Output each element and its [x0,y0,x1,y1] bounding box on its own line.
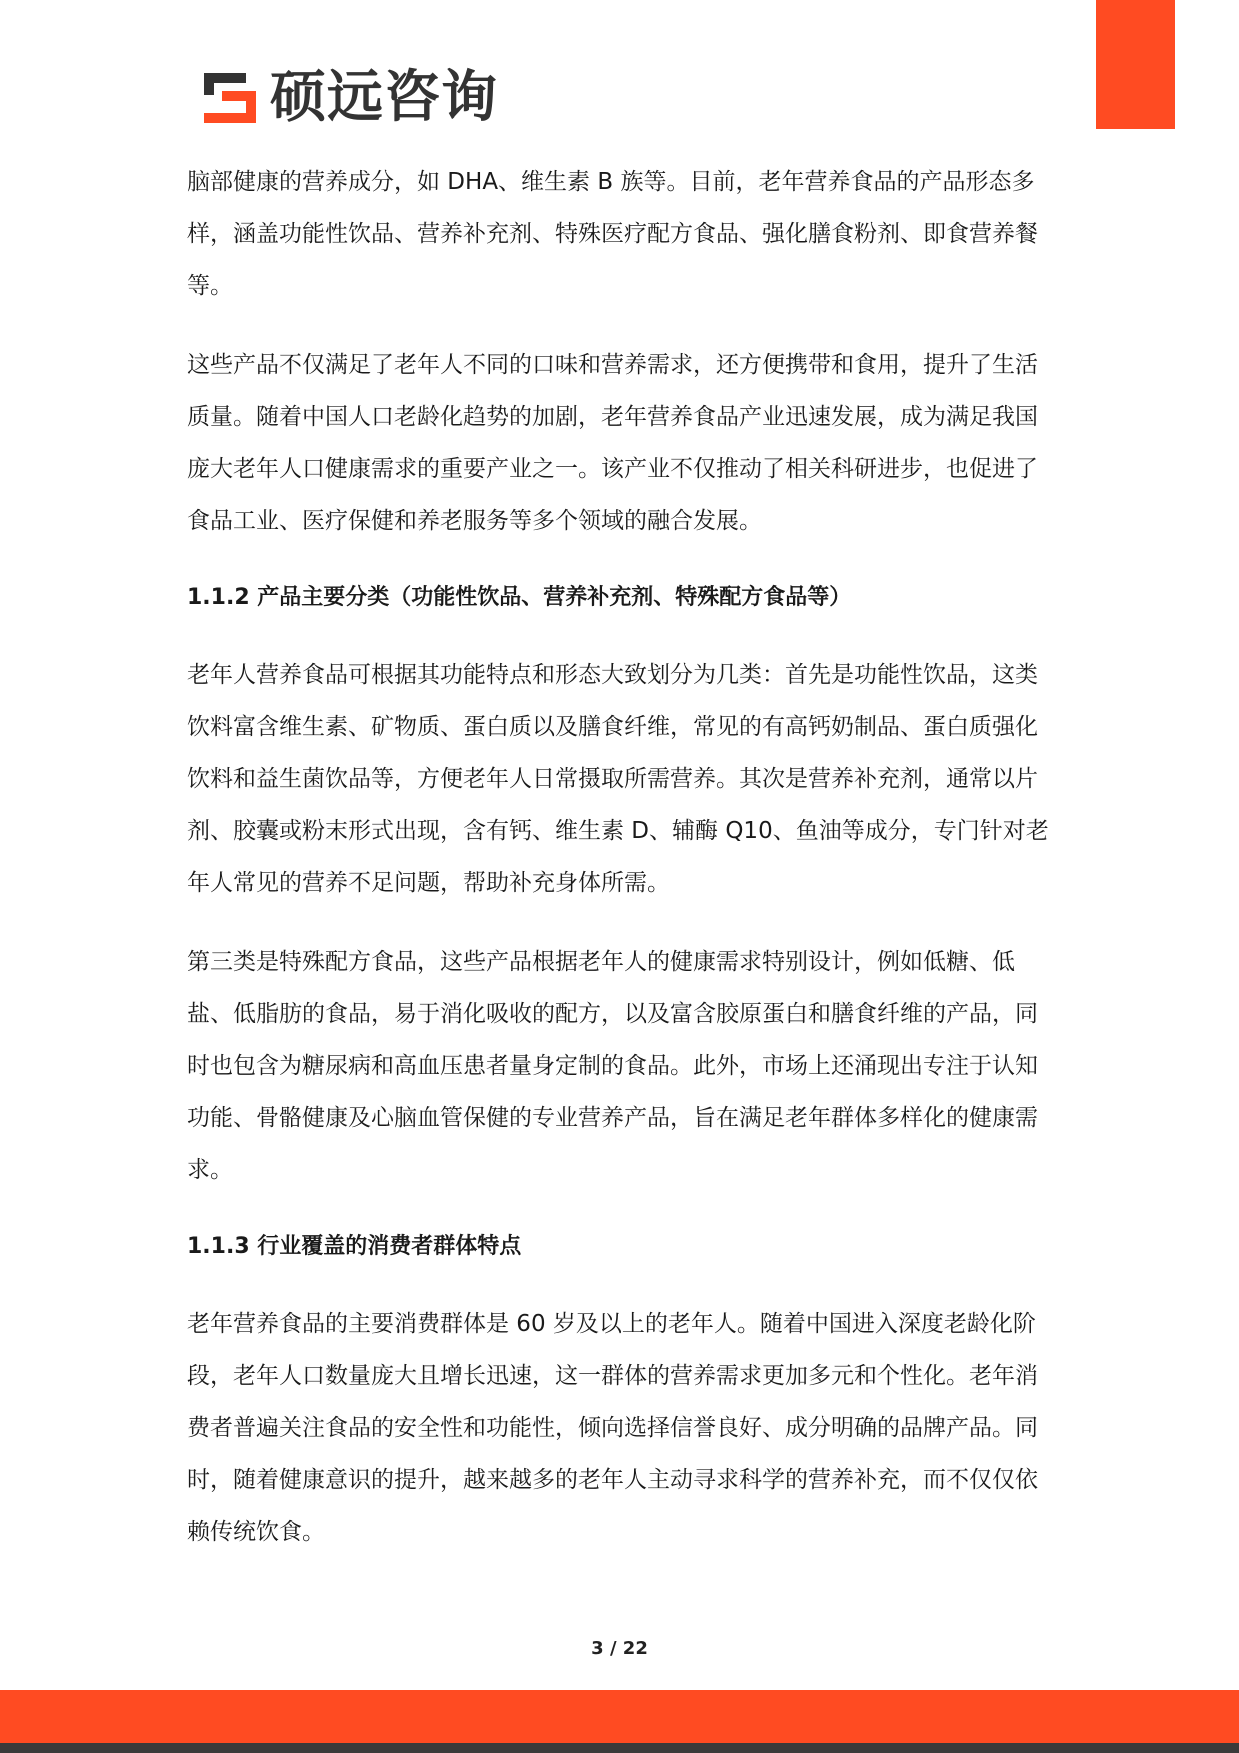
section-heading-1-1-3: 1.1.3 行业覆盖的消费者群体特点 [187,1234,522,1259]
paragraph-industry-growth: 这些产品不仅满足了老年人不同的口味和营养需求，还方便携带和食用，提升了生活质量。随着中国人口老龄化趋势的加剧，老年营养食品产业迅速发展，成为满足我国庞大老年人口健康需求的重要产业之一。该产业不仅推动了相关科研进步，也促进了食品工业、医疗保健和养老服务等多个领域的融合发展。 [187,352,1038,534]
paragraph-continuation: 脑部健康的营养成分，如 DHA、维生素 B 族等。目前，老年营养食品的产品形态多样，涵盖功能性饮品、营养补充剂、特殊医疗配方食品、强化膳食粉剂、即食营养餐等。 [187,169,1038,299]
footer-dark-strip [0,1743,1239,1753]
brand-name: 硕远咨询 [270,65,498,130]
document-body [187,156,1059,1585]
section-heading-1-1-2: 1.1.2 产品主要分类（功能性饮品、营养补充剂、特殊配方食品等） [187,585,852,610]
brand-logo-icon [200,69,260,127]
paragraph-special-formula: 第三类是特殊配方食品，这些产品根据老年人的健康需求特别设计，例如低糖、低盐、低脂肪的食品，易于消化吸收的配方，以及富含胶原蛋白和膳食纤维的产品，同时也包含为糖尿病和高血压患者量身定制的食品。此外，市场上还涌现出专注于认知功能、骨骼健康及心脑血管保健的专业营养产品，旨在满足老年群体多样化的健康需求。 [187,949,1038,1183]
paragraph-product-categories: 老年人营养食品可根据其功能特点和形态大致划分为几类：首先是功能性饮品，这类饮料富含维生素、矿物质、蛋白质以及膳食纤维，常见的有高钙奶制品、蛋白质强化饮料和益生菌饮品等，方便老年人日常摄取所需营养。其次是营养补充剂，通常以片剂、胶囊或粉末形式出现，含有钙、维生素 D、辅酶 Q10、鱼油等成分，专门针对老年人常见的营养不足问题，帮助补充身体所需。 [187,662,1049,896]
footer-accent-bar [0,1690,1239,1743]
page-number: 3 / 22 [591,1638,648,1659]
brand-logo [200,66,498,130]
paragraph-consumer-groups: 老年营养食品的主要消费群体是 60 岁及以上的老年人。随着中国进入深度老龄化阶段，老年人口数量庞大且增长迅速，这一群体的营养需求更加多元和个性化。老年消费者普遍关注食品的安全性和功能性，倾向选择信誉良好、成分明确的品牌产品。同时，随着健康意识的提升，越来越多的老年人主动寻求科学的营养补充，而不仅仅依赖传统饮食。 [187,1311,1038,1545]
corner-accent-tab [1096,0,1175,129]
